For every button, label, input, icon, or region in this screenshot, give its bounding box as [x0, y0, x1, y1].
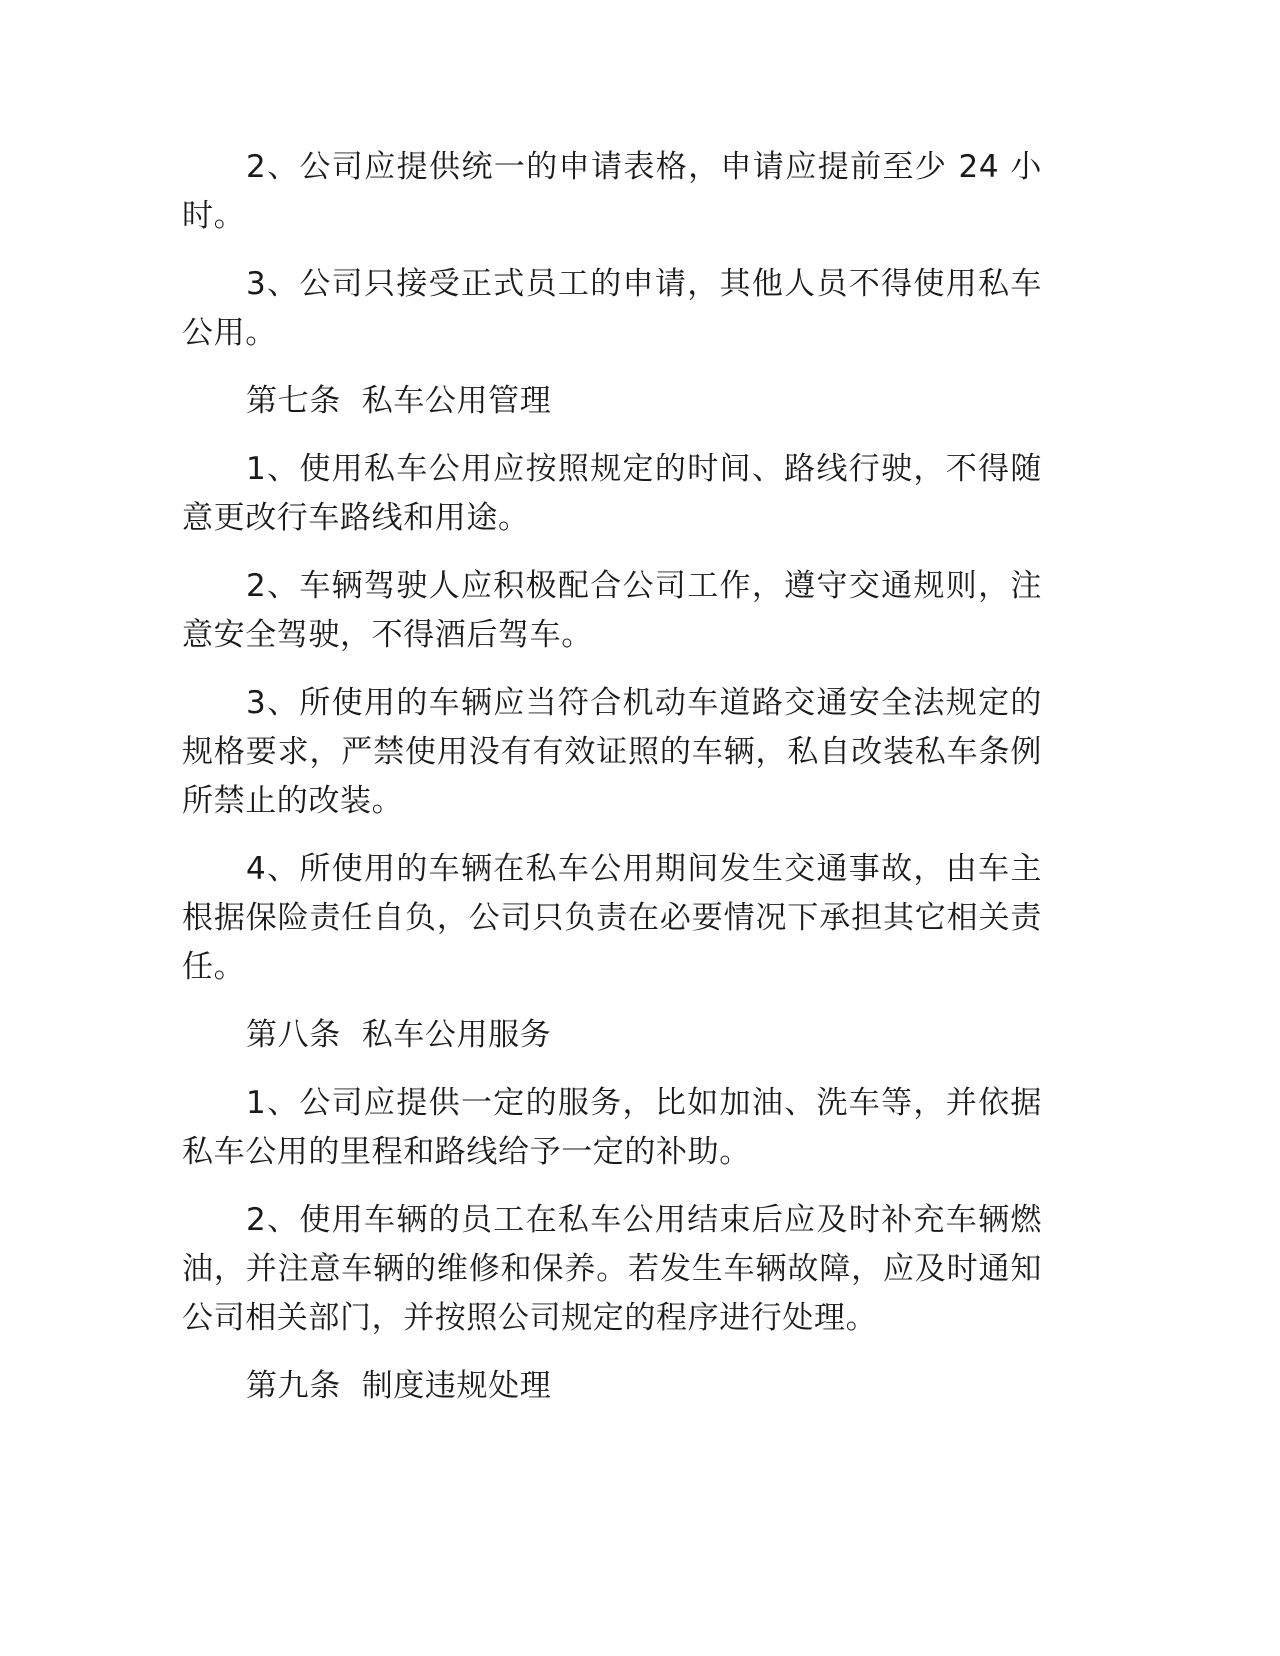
paragraph-application-form: 2、公司应提供统一的申请表格，申请应提前至少 24 小时。 — [182, 149, 1042, 234]
article-7-heading: 第七条 私车公用管理 — [246, 383, 552, 419]
paragraph-route-rules: 1、使用私车公用应按照规定的时间、路线行驶，不得随意更改行车路线和用途。 — [182, 451, 1042, 536]
paragraph-vehicle-requirements: 3、所使用的车辆应当符合机动车道路交通安全法规定的规格要求，严禁使用没有有效证照的车辆，私自改装私车条例所禁止的改装。 — [182, 685, 1042, 819]
article-9-heading: 第九条 制度违规处理 — [246, 1368, 552, 1404]
article-8-heading: 第八条 私车公用服务 — [246, 1017, 552, 1053]
paragraph-company-services: 1、公司应提供一定的服务，比如加油、洗车等，并依据私车公用的里程和路线给予一定的补助。 — [182, 1085, 1042, 1170]
paragraph-fuel-maintenance: 2、使用车辆的员工在私车公用结束后应及时补充车辆燃油，并注意车辆的维修和保养。若发生车辆故障，应及时通知公司相关部门，并按照公司规定的程序进行处理。 — [182, 1202, 1042, 1336]
paragraph-driver-conduct: 2、车辆驾驶人应积极配合公司工作，遵守交通规则，注意安全驾驶，不得酒后驾车。 — [182, 568, 1042, 653]
paragraph-accident-liability: 4、所使用的车辆在私车公用期间发生交通事故，由车主根据保险责任自负，公司只负责在必要情况下承担其它相关责任。 — [182, 851, 1042, 985]
document-body — [182, 143, 1042, 1430]
paragraph-formal-employees-only: 3、公司只接受正式员工的申请，其他人员不得使用私车公用。 — [182, 266, 1042, 351]
